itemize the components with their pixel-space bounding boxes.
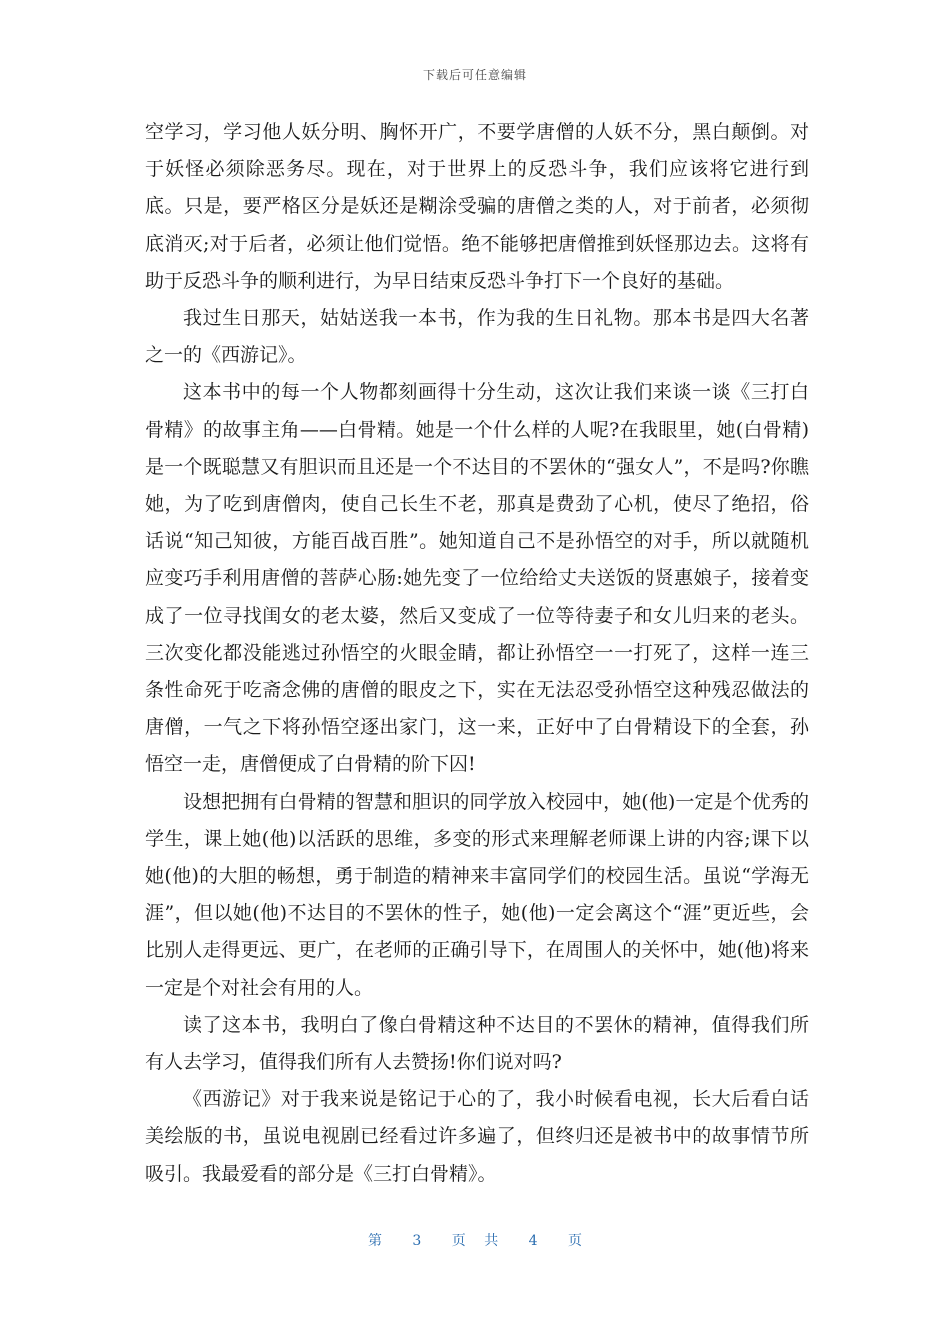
paragraph-3: 这本书中的每一个人物都刻画得十分生动，这次让我们来谈一谈《三打白骨精》的故事主角——白骨精。她是一个什么样的人呢?在我眼里，她(白骨精)是一个既聪慧又有胆识而且还是一个不达目的不罢休的“强女人”，不是吗?你瞧她，为了吃到唐僧肉，使自己长生不老，那真是费劲了心机，使尽了绝招，俗话说“知己知彼，方能百战百胜”。她知道自己不是孙悟空的对手，所以就随机应变巧手利用唐僧的菩萨心肠:她先变了一位给给丈夫送饭的贤惠娘子，接着变成了一位寻找闺女的老太婆，然后又变成了一位等待妻子和女儿归来的老头。三次变化都没能逃过孙悟空的火眼金睛，都让孙悟空一一打死了，这样一连三条性命死于吃斋念佛的唐僧的眼皮之下，实在无法忍受孙悟空这种残忍做法的唐僧，一气之下将孙悟空逐出家门，这一来，正好中了白骨精设下的全套，孙悟空一走，唐僧便成了白骨精的阶下囚! [145,381,809,776]
document-body [145,114,809,1193]
footer-middle: 页 共 [451,1233,499,1249]
footer-prefix: 第 [367,1233,382,1249]
paragraph-5: 读了这本书，我明白了像白骨精这种不达目的不罢休的精神，值得我们所有人去学习，值得我们所有人去赞扬!你们说对吗? [145,1013,809,1074]
paragraph-1: 空学习，学习他人妖分明、胸怀开广，不要学唐僧的人妖不分，黑白颠倒。对于妖怪必须除恶务尽。现在，对于世界上的反恐斗争，我们应该将它进行到底。只是，要严格区分是妖还是糊涂受骗的唐僧之类的人，对于前者，必须彻底消灭;对于后者，必须让他们觉悟。绝不能够把唐僧推到妖怪那边去。这将有助于反恐斗争的顺利进行，为早日结束反恐斗争打下一个良好的基础。 [145,121,809,292]
page-footer [0,1230,950,1250]
footer-suffix: 页 [568,1233,583,1249]
paragraph-6: 《西游记》对于我来说是铭记于心的了，我小时候看电视，长大后看白话美绘版的书，虽说电视剧已经看过许多遍了，但终归还是被书中的故事情节所吸引。我最爱看的部分是《三打白骨精》。 [145,1088,809,1185]
footer-current-page: 3 [412,1233,422,1249]
page-header [0,66,950,83]
footer-total-pages: 4 [528,1233,538,1249]
header-text: 下载后可任意编辑 [422,68,527,82]
paragraph-4: 设想把拥有白骨精的智慧和胆识的同学放入校园中，她(他)一定是个优秀的学生，课上她(他)以活跃的思维，多变的形式来理解老师课上讲的内容;课下以她(他)的大胆的畅想，勇于制造的精神来丰富同学们的校园生活。虽说“学海无涯”，但以她(他)不达目的不罢休的性子，她(他)一定会离这个“涯”更近些，会比别人走得更远、更广，在老师的正确引导下，在周围人的关怀中，她(他)将来一定是个对社会有用的人。 [145,790,809,999]
paragraph-2: 我过生日那天，姑姑送我一本书，作为我的生日礼物。那本书是四大名著之一的《西游记》。 [145,307,809,367]
